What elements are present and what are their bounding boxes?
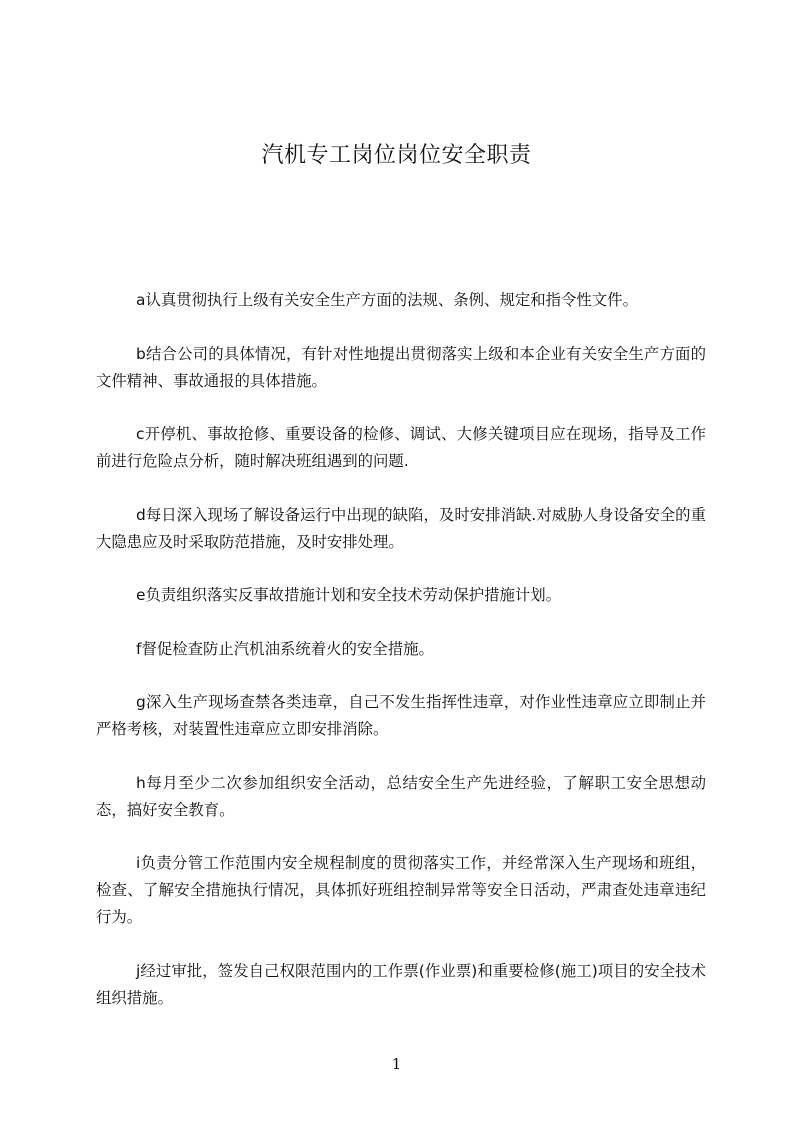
paragraph-c: c开停机、事故抢修、重要设备的检修、调试、大修关键项目应在现场，指导及工作前进行危险点分析，随时解决班组遇到的问题.	[96, 425, 706, 470]
paragraph-a: a认真贯彻执行上级有关安全生产方面的法规、条例、规定和指令性文件。	[136, 291, 638, 309]
paragraph-i: i负责分管工作范围内安全规程制度的贯彻落实工作，并经常深入生产现场和班组，检查、了解安全措施执行情况，具体抓好班组控制异常等安全日活动，严肃查处违章违纪行为。	[96, 854, 706, 926]
paragraph-g: g深入生产现场查禁各类违章，自己不发生指挥性违章，对作业性违章应立即制止并严格考核，对装置性违章应立即安排消除。	[96, 693, 706, 738]
paragraph-f: f督促检查防止汽机油系统着火的安全措施。	[136, 639, 434, 658]
paragraph-j: j经过审批，签发自己权限范围内的工作票(作业票)和重要检修(施工)项目的安全技术组织措施。	[96, 961, 706, 1007]
document-body	[96, 287, 706, 1038]
page-number: 1	[391, 1055, 402, 1073]
paragraph-h: h每月至少二次参加组织安全活动，总结安全生产先进经验，了解职工安全思想动态，搞好安全教育。	[96, 773, 706, 819]
document-title: 汽机专工岗位岗位安全职责	[261, 143, 532, 168]
paragraph-b: b结合公司的具体情况，有针对性地提出贯彻落实上级和本企业有关安全生产方面的文件精神、事故通报的具体措施。	[96, 344, 706, 390]
paragraph-e: e负责组织落实反事故措施计划和安全技术劳动保护措施计划。	[136, 586, 562, 604]
paragraph-d: d每日深入现场了解设备运行中出现的缺陷，及时安排消缺.对威胁人身设备安全的重大隐患应及时采取防范措施，及时安排处理。	[96, 505, 706, 551]
